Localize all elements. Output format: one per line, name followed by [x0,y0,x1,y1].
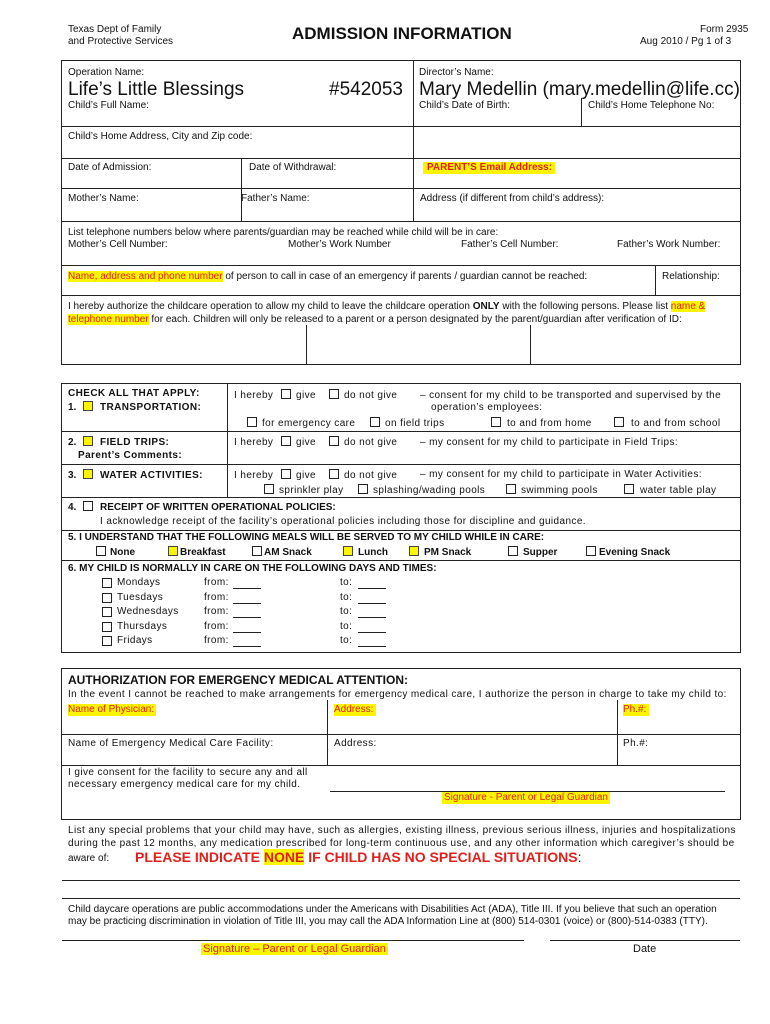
transport-give-checkbox[interactable] [281,389,291,399]
special-answer-line[interactable] [62,880,740,881]
agency-line-1: Texas Dept of Family [68,24,162,35]
withdrawal-date-label: Date of Withdrawal: [249,162,337,173]
meal-pm-snack-checkbox[interactable] [409,546,419,556]
director-value[interactable]: Mary Medellin (mary.medellin@life.cc) [419,79,740,100]
day-label: Tuesdays [117,591,164,603]
day-to-label: to: [340,635,353,646]
splashing-checkbox[interactable] [358,484,368,494]
day-checkbox[interactable] [102,636,112,646]
day-to-field[interactable] [358,632,386,633]
ada-line-1: Child daycare operations are public accommodations under the Americans with Disabilities Act (ADA), Title III. If you believe that such an operation [68,904,717,915]
receipt-checkbox[interactable] [83,501,93,511]
authorize-tel-highlight: telephone number [68,314,149,325]
medical-signature-label: Signature - Parent or Legal Guardian [444,792,608,803]
day-checkbox[interactable] [102,578,112,588]
field-do-not-give-checkbox[interactable] [329,436,339,446]
transportation-checkbox[interactable] [83,401,93,411]
ada-line-2: may be practicing discrimination in violation of Title III, you may call the ADA Information Line at (800) 514-0301 (voice) or (800)-514-0383 (TTY). [68,916,708,927]
emergency-contact-text: of person to call in case of an emergency if parents / guardian cannot be reached: [222,271,588,282]
field-trips-opt-checkbox[interactable] [370,417,380,427]
authorize-line-2 [68,314,682,326]
admission-date-label: Date of Admission: [68,162,152,173]
meal-supper-label: Supper [523,547,558,558]
authorize-line-1 [68,301,705,313]
mother-name-label: Mother’s Name: [68,193,139,204]
meal-supper-checkbox[interactable] [508,546,518,556]
emergency-contact-label [68,271,587,283]
day-from-label: from: [204,635,229,646]
field-give-checkbox[interactable] [281,436,291,446]
physician-address-label: Address: [334,704,376,716]
operation-number[interactable]: #542053 [329,79,403,100]
day-from-field[interactable] [233,588,261,589]
sprinkler-label: sprinkler play [279,485,344,496]
water-table-checkbox[interactable] [624,484,634,494]
transport-i-hereby: I hereby [234,390,274,401]
day-to-label: to: [340,591,353,603]
day-from-label: from: [204,577,229,588]
address-diff-label: Address (if different from child’s address): [420,193,605,204]
meal-none-checkbox[interactable] [96,546,106,556]
water-give-label: give [296,470,316,481]
field-trips-checkbox[interactable] [83,436,93,446]
days-label: 6. MY CHILD IS NORMALLY IN CARE ON THE FOLLOWING DAYS AND TIMES: [68,563,437,574]
special-rest: IF CHILD HAS NO SPECIAL SITUATIONS [304,849,578,865]
day-from-field[interactable] [233,632,261,633]
facility-label: Name of Emergency Medical Care Facility: [68,738,274,749]
water-give-checkbox[interactable] [281,469,291,479]
child-phone-label: Child’s Home Telephone No: [588,100,715,111]
to-from-school-label: to and from school [631,418,721,429]
water-consent-text: – my consent for my child to participate in Water Activities: [420,469,702,480]
day-to-label: to: [340,606,353,617]
water-activities-label: WATER ACTIVITIES: [100,470,203,481]
transport-do-not-give-label: do not give [344,390,398,401]
field-do-not-give-label: do not give [344,437,398,448]
footer-signature-line[interactable] [62,940,524,941]
father-name-label: Father’s Name: [241,193,310,204]
consent-line-1: I give consent for the facility to secure any and all [68,767,308,778]
sprinkler-checkbox[interactable] [264,484,274,494]
emergency-care-checkbox[interactable] [247,417,257,427]
meal-pm-snack-label: PM Snack [424,547,472,558]
special-line-2: during the past 12 months, any medication prescribed for long-term continuous use, and any other information which caregiver’s should be [68,838,735,849]
meal-lunch-checkbox[interactable] [343,546,353,556]
receipt-text: I acknowledge receipt of the facility’s operational policies including those for discipline and guidance. [100,516,586,527]
father-work-label: Father’s Work Number: [617,239,721,250]
meal-breakfast-checkbox[interactable] [168,546,178,556]
transportation-label: TRANSPORTATION: [100,402,202,413]
mother-cell-label: Mother’s Cell Number: [68,239,168,250]
footer-signature-label: Signature – Parent or Legal Guardian [203,943,386,955]
day-to-label: to: [340,620,353,632]
physician-phone-label: Ph.#: [623,704,649,716]
parent-email-label: PARENT’S Email Address: [423,162,555,174]
day-from-field[interactable] [233,617,261,618]
form-title: ADMISSION INFORMATION [292,24,512,43]
item-1-number: 1. [68,402,77,413]
special-none: NONE [263,849,305,865]
day-from-label: from: [204,606,229,617]
water-do-not-give-label: do not give [344,470,398,481]
medical-intro: In the event I cannot be reached to make arrangements for emergency medical care, I authorize the person in charge to take my child to: [68,689,727,700]
special-line-1: List any special problems that your child may have, such as allergies, existing illness, previous serious illness, injuries and hospitalizations [68,825,736,836]
relationship-label: Relationship: [662,271,720,282]
field-consent-text: – my consent for my child to participate in Field Trips: [420,437,679,448]
special-aware-label: aware of: [68,853,110,864]
emergency-contact-highlight: Name, address and phone number [68,271,223,282]
medical-title: AUTHORIZATION FOR EMERGENCY MEDICAL ATTENTION: [68,673,408,687]
day-to-field[interactable] [358,646,386,647]
facility-phone-label: Ph.#: [623,738,649,749]
receipt-label: RECEIPT OF WRITTEN OPERATIONAL POLICIES: [100,502,336,513]
day-label: Wednesdays [117,606,179,617]
meal-am-snack-checkbox[interactable] [252,546,262,556]
water-do-not-give-checkbox[interactable] [329,469,339,479]
day-checkbox[interactable] [102,622,112,632]
facility-address-label: Address: [334,738,377,749]
child-name-label: Child’s Full Name: [68,100,149,111]
special-please: PLEASE INDICATE [135,849,264,865]
water-table-label: water table play [640,485,717,496]
special-instruction [135,849,582,865]
field-trips-label: FIELD TRIPS: [100,437,170,448]
agency-line-2: and Protective Services [68,36,174,47]
item-3-number: 3. [68,470,77,481]
day-from-label: from: [204,620,229,632]
to-from-school-checkbox[interactable] [614,417,624,427]
authorize-name-highlight: name & [670,301,706,312]
swimming-checkbox[interactable] [506,484,516,494]
parents-comments-label: Parent’s Comments: [78,450,183,461]
day-from-field[interactable] [233,603,261,604]
day-checkbox[interactable] [102,607,112,617]
to-from-home-label: to and from home [507,418,592,429]
phone-list-intro: List telephone numbers below where parents/guardian may be reached while child will be in care: [68,227,499,238]
splashing-label: splashing/wading pools [373,485,486,496]
footer-date-line[interactable] [550,940,740,941]
operation-name-value[interactable]: Life’s Little Blessings [68,79,245,100]
day-label: Fridays [117,635,153,646]
footer-date-label: Date [633,943,657,955]
meal-evening-snack-label: Evening Snack [599,547,671,558]
day-to-field[interactable] [358,617,386,618]
father-cell-label: Father’s Cell Number: [461,239,559,250]
transport-consent-line-1: – consent for my child to be transported and supervised by the [420,390,722,401]
emergency-care-label: for emergency care [262,418,356,429]
consent-line-2: necessary emergency medical care for my child. [68,779,301,790]
child-dob-label: Child’s Date of Birth: [419,100,510,111]
swimming-label: swimming pools [521,485,598,496]
meal-lunch-label: Lunch [358,547,388,558]
day-to-label: to: [340,577,353,588]
authorize-only: ONLY [472,301,500,312]
authorize-part-2: with the following persons. Please list [499,301,671,312]
meal-none-label: None [110,547,135,558]
day-to-field[interactable] [358,603,386,604]
child-address-label: Child’s Home Address, City and Zip code: [68,131,253,142]
meals-label: 5. I UNDERSTAND THAT THE FOLLOWING MEALS WILL BE SERVED TO MY CHILD WHILE IN CARE: [68,532,545,543]
day-label: Mondays [117,577,161,588]
water-i-hereby: I hereby [234,470,274,481]
water-activities-checkbox[interactable] [83,469,93,479]
meal-breakfast-label: Breakfast [180,547,226,558]
director-label: Director’s Name: [419,67,494,78]
item-2-number: 2. [68,437,77,448]
field-trips-opt-label: on field trips [385,418,445,429]
transport-do-not-give-checkbox[interactable] [329,389,339,399]
meal-evening-snack-checkbox[interactable] [586,546,596,556]
transport-give-label: give [296,390,316,401]
authorize-part-3: for each. Children will only be released to a parent or a person designated by the parent/guardian after verification of ID: [148,314,682,325]
day-from-field[interactable] [233,646,261,647]
day-from-label: from: [204,591,229,603]
check-all-label: CHECK ALL THAT APPLY: [68,388,200,399]
mother-work-label: Mother’s Work Number [288,239,391,250]
item-4-number: 4. [68,502,77,513]
field-i-hereby: I hereby [234,437,274,448]
field-give-label: give [296,437,316,448]
transport-consent-line-2: operation’s employees: [431,402,543,413]
physician-label: Name of Physician: [68,704,155,715]
operation-name-label: Operation Name: [68,67,145,78]
form-number: Form 2935 [700,24,749,35]
special-colon: : [577,849,582,865]
day-to-field[interactable] [358,588,386,589]
to-from-home-checkbox[interactable] [491,417,501,427]
meal-am-snack-label: AM Snack [264,547,312,558]
day-label: Thursdays [117,620,168,632]
form-date: Aug 2010 / Pg 1 of 3 [640,36,732,47]
day-checkbox[interactable] [102,593,112,603]
authorize-part-1: I hereby authorize the childcare operation to allow my child to leave the childcare operation [68,301,473,312]
